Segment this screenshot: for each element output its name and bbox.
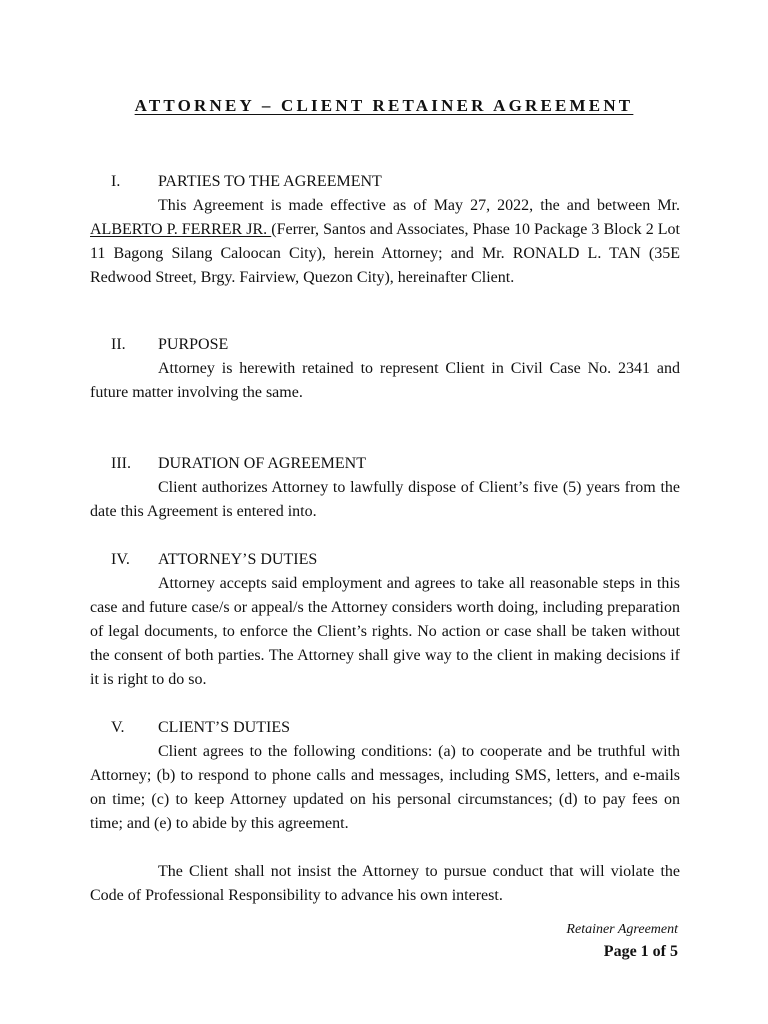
section-heading: [90, 170, 680, 194]
section-title: PARTIES TO THE AGREEMENT: [158, 173, 382, 190]
section-title: ATTORNEY’S DUTIES: [158, 551, 318, 568]
section-body: This Agreement is made effective as of May 27, 2022, the and between Mr. ALBERTO P. FERRER JR. (Ferrer, Santos and Associates, Phase 10 Package 3 Block 2 Lot 11 Bagong Silang Caloocan City), herein Attorney; and Mr. RONALD L. TAN (35E Redwood Street, Brgy. Fairview, Quezon City), hereinafter Client.: [90, 197, 680, 286]
section-number: IV.: [111, 551, 130, 568]
section-number: II.: [111, 336, 126, 353]
section-body: Client agrees to the following conditions: (a) to cooperate and be truthful with Attorney; (b) to respond to phone calls and messages, including SMS, letters, and e-mails on time; (c) to keep Attorney updated on his personal circumstances; (d) to pay fees on time; and (e) to abide by this agreement.: [90, 743, 680, 832]
page-number: Page 1 of 5: [603, 943, 678, 960]
section-heading: [90, 452, 680, 476]
section-heading: [90, 716, 680, 740]
section-purpose: [90, 333, 680, 405]
section-duration: [90, 452, 680, 524]
section-title: PURPOSE: [158, 336, 229, 353]
attorney-name: ALBERTO P. FERRER JR.: [90, 221, 272, 238]
section-number: III.: [111, 455, 131, 472]
section-body: Attorney is herewith retained to represent Client in Civil Case No. 2341 and future matter involving the same.: [90, 360, 680, 401]
footer-label: Retainer Agreement: [566, 922, 678, 937]
section-number: I.: [111, 173, 121, 190]
section-number: V.: [111, 719, 125, 736]
section-body: Client authorizes Attorney to lawfully dispose of Client’s five (5) years from the date this Agreement is entered into.: [90, 479, 680, 520]
section-attorney-duties: [90, 548, 680, 692]
document-title: ATTORNEY – CLIENT RETAINER AGREEMENT: [134, 96, 634, 115]
section-client-duties: [90, 716, 680, 908]
section-heading: [90, 548, 680, 572]
section-heading: [90, 333, 680, 357]
section-body: Attorney accepts said employment and agrees to take all reasonable steps in this case and future case/s or appeal/s the Attorney considers worth doing, including preparation of legal documents, to enforce the Client’s rights. No action or case shall be taken without the consent of both parties. The Attorney shall give way to the client in making decisions if it is right to do so.: [90, 575, 680, 688]
section-title: DURATION OF AGREEMENT: [158, 455, 366, 472]
section-title: CLIENT’S DUTIES: [158, 719, 290, 736]
section-parties: [90, 170, 680, 290]
section-body-2: The Client shall not insist the Attorney to pursue conduct that will violate the Code of Professional Responsibility to advance his own interest.: [90, 863, 680, 904]
